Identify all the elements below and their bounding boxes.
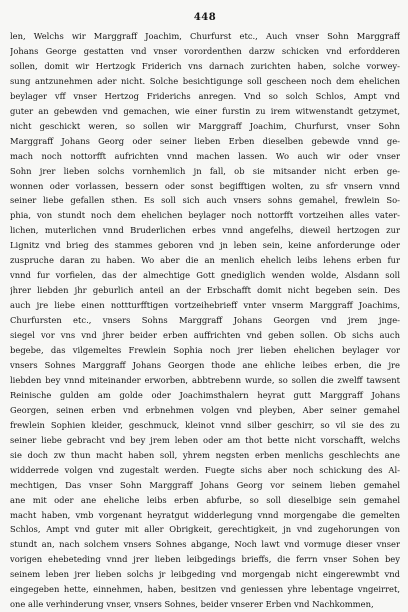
text-line: begebe, das vilgemeltes Frewlein Sophia noch jrer lieben ehelichen beylager vor <box>10 345 400 356</box>
text-line: wonnen oder vorlassen, bessern oder sonst begifftigen wolten, zu sfr vnsern vnnd <box>10 180 400 191</box>
text-line: seiner liebe gefallen sthen. Es soll sich auch vnsers sohns gemahel, frewlein So- <box>10 195 400 206</box>
text-line: auch jre liebe einen nottturfftigen vortzeihebrieff vnter vnserm Marggraff Joachims, <box>10 300 400 311</box>
text-line: Sohn jrer lieben solchs vornhemlich jn fall, ob sie mitsander nicht erben ge- <box>10 165 400 176</box>
text-line: seinem leben jrer lieben solchs jr leibgeding vnd morgengab nicht eingerewmbt vnd <box>10 569 400 580</box>
text-line: vnnd fur vorfielen, das der almechtige Gott gnediglich wenden wolde, Alsdann soll <box>10 270 400 281</box>
text-line: len, Welchs wir Marggraff Joachim, Churfurst etc., Auch vnser Sohn Marggraff <box>10 31 400 41</box>
text-line: widderrede volgen vnd zugestalt werden. Fuegte sichs aber noch schickung des Al- <box>10 464 400 475</box>
text-line: vorigen ehebeteding vnnd jrer lieben leibgedings brieffs, die ferrn vnser Sohen bey <box>10 554 400 565</box>
text-line: jhrer liebden jhr geburlich anteil an der Erbschafft domit nicht begeben sein. Des <box>10 285 400 296</box>
text-line: sie doch zw thun macht haben soll, yhrem negsten erben menlichs geschlechts ane <box>10 449 400 460</box>
text-line: one alle verhinderung vnser, vnsers Sohnes, beider vnserer Erben vnd Nachkommen, <box>10 599 374 610</box>
text-line: sung antzunehmen ader nicht. Solche besichtigunge soll gescheen noch dem ehelichen <box>10 75 400 86</box>
text-line: phia, von stundt noch dem ehelichen beylager noch nottorfft vortzeihen alles vater- <box>10 210 400 221</box>
text-line: seiner liebe gebracht vnd bey jrem leben oder am thot bette nicht vorschafft, welchs <box>10 434 400 445</box>
text-line: Georgen, seinen erben vnd erbnehmen volgen vnd pleyben, Aber seiner gemahel <box>10 404 400 415</box>
text-line: frewlein Sophien kleider, geschmuck, kleinot vnnd silber geschirr, so vil sie des zu <box>10 419 400 430</box>
text-line: Lignitz vnd brieg des stammes geboren vnd jn leben sein, keine anforderunge oder <box>10 240 400 251</box>
text-line: Schlos, Ampt vnd guter mit aller Obrigkeit, gerechtigkeit, jn vnd zugehorungen von <box>10 524 400 535</box>
text-line: beylager vff vnser Hertzog Friderichs anregen. Vnd so solch Schlos, Ampt vnd <box>10 90 400 101</box>
text-line: liebden bey vnnd miteinander erworben, abbtrebenn wurde, so sollen die zwelff tawsent <box>10 374 400 385</box>
text-line: zuspruche daran zu haben. Wo aber die an menlich ehelich leibs lehens erben fur <box>10 255 400 266</box>
text-line: guter an gebewden vnd gemachen, wie einer furstin zu irem witwenstandt getzymet, <box>10 105 400 116</box>
text-line: lichen, muterlichen vnnd Bruderlichen erbes vnnd angefelhs, dieweil hertzogen zur <box>10 225 400 236</box>
text-line: ane mit oder ane eheliche leibs erben abfurbe, so soll dieselbige sein gemahel <box>10 494 400 505</box>
text-line: sollen, domit wir Hertzogk Friderich vns darnach zurichten haben, solche vorwey- <box>10 60 400 71</box>
text-line: vnsers Sohnes Marggraff Johans Georgen thode ane ehliche leibes erben, die jre <box>10 359 400 370</box>
text-line: Marggraff Johans Georg oder seiner lieben Erben dieselben gebewde vnnd ge- <box>10 135 400 146</box>
body-text <box>10 29 400 612</box>
text-line: Reinische gulden am golde oder Joachimsthalern heyrat gutt Marggraff Johans <box>10 389 400 400</box>
page-number: 448 <box>193 12 217 23</box>
text-line: nicht geschickt weren, so sollen wir Marggraff Joachim, Churfurst, vnser Sohn <box>10 120 400 131</box>
text-line: mach noch nottorfft aufrichten vnnd machen lassen. Wo auch wir oder vnser <box>10 150 400 161</box>
text-line: Churfursten etc., vnsers Sohns Marggraff Johans Georgen vnd jrem jnge- <box>10 315 400 326</box>
text-line: stundt an, nach solchem vnsers Sohnes abgange, Noch lawt vnd vormuge dieser vnser <box>10 539 400 550</box>
text-line: siegel vor vns vnd jhrer beider erben auffrichten vnd geben sollen. Ob sichs auch <box>10 330 400 341</box>
text-line: eingegeben hette, einnehmen, haben, besitzen vnd geniessen yhre lebentage vngeirret, <box>10 584 400 595</box>
text-line: mechtigen, Das vnser Sohn Marggraff Johans Georg vor seinem lieben gemahel <box>10 479 400 490</box>
text-line: Johans George gestatten vnd vnser vorordenthen darzw schicken vnd erfordderen <box>10 45 400 56</box>
text-line: macht haben, vmb vorgenant heyratgut widderlegung vnnd morgengabe die gemelten <box>10 509 400 520</box>
